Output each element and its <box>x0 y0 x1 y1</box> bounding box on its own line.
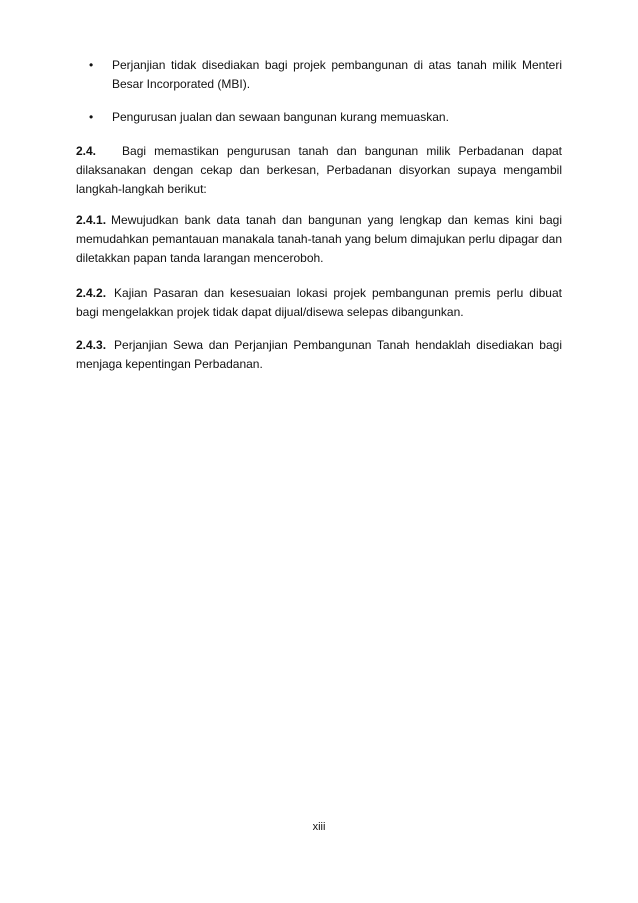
bullet-item-mbi-agreement <box>76 56 562 94</box>
paragraph-text: Perjanjian Sewa dan Perjanjian Pembangunan Tanah hendaklah disediakan bagi menjaga kepentingan Perbadanan. <box>76 338 562 371</box>
paragraph-2-4 <box>76 142 562 199</box>
section-number: 2.4. <box>76 144 97 158</box>
bullet-icon: • <box>89 110 94 124</box>
section-number: 2.4.2. <box>76 286 107 300</box>
section-number: 2.4.3. <box>76 338 107 352</box>
bullet-text: Perjanjian tidak disediakan bagi projek pembangunan di atas tanah milik Menteri Besar Incorporated (MBI). <box>112 58 562 91</box>
paragraph-2-4-3 <box>76 336 562 374</box>
section-number: 2.4.1. <box>76 213 107 227</box>
page-number: xiii <box>312 821 326 833</box>
bullet-item-sales-rental <box>76 108 562 127</box>
paragraph-text: Kajian Pasaran dan kesesuaian lokasi projek pembangunan premis perlu dibuat bagi mengelakkan projek tidak dapat dijual/disewa selepas dibangunkan. <box>76 286 562 319</box>
bullet-list <box>76 56 562 141</box>
paragraph-2-4-2 <box>76 284 562 322</box>
paragraph-text: Bagi memastikan pengurusan tanah dan bangunan milik Perbadanan dapat dilaksanakan dengan cekap dan berkesan, Perbadanan disyorkan supaya mengambil langkah-langkah berikut: <box>76 144 562 196</box>
paragraph-text: Mewujudkan bank data tanah dan bangunan yang lengkap dan kemas kini bagi memudahkan pemantauan manakala tanah-tanah yang belum dimajukan perlu dipagar dan diletakkan papan tanda larangan menceroboh. <box>76 213 562 265</box>
paragraph-2-4-1 <box>76 211 562 268</box>
bullet-icon: • <box>89 58 94 72</box>
bullet-text: Pengurusan jualan dan sewaan bangunan kurang memuaskan. <box>112 110 449 124</box>
